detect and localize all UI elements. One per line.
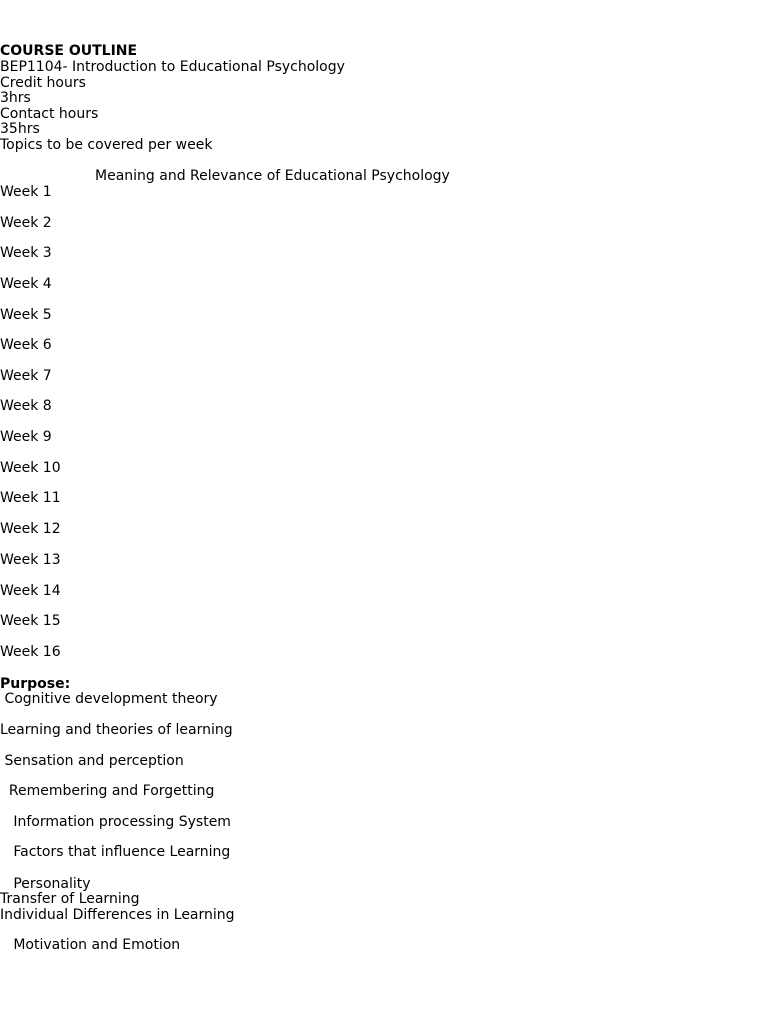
week-label: Week 16	[0, 644, 61, 660]
week-label: Week 7	[0, 368, 52, 384]
week-label: Week 4	[0, 276, 52, 292]
week-label: Week 14	[0, 583, 61, 599]
week-label: Week 10	[0, 460, 61, 476]
week-label: Week 12	[0, 521, 61, 537]
document-title: COURSE OUTLINE	[0, 43, 138, 59]
topic-item: Individual Differences in Learning	[0, 907, 235, 923]
week-label: Week 5	[0, 307, 52, 323]
topic-item: Factors that influence Learning	[0, 844, 231, 860]
week-label: Week 15	[0, 613, 61, 629]
week-label: Week 6	[0, 337, 52, 353]
topic-item: Cognitive development theory	[0, 691, 218, 707]
contact-hours-label: Contact hours	[0, 106, 99, 122]
course-title: BEP1104- Introduction to Educational Psychology	[0, 59, 345, 75]
week-label: Week 1	[0, 184, 52, 200]
topic-item: Remembering and Forgetting	[0, 783, 215, 799]
week-label: Week 3	[0, 245, 52, 261]
topic-item: Information processing System	[0, 814, 231, 830]
week-label: Week 2	[0, 215, 52, 231]
week-label: Week 9	[0, 429, 52, 445]
week-label: Week 11	[0, 490, 61, 506]
topic-item: Motivation and Emotion	[0, 937, 181, 953]
topics-heading: Topics to be covered per week	[0, 137, 213, 153]
topic-item: Learning and theories of learning	[0, 722, 233, 738]
topic-item: Sensation and perception	[0, 753, 184, 769]
week-label: Week 8	[0, 398, 52, 414]
contact-hours-value: 35hrs	[0, 121, 40, 137]
purpose-label: Purpose:	[0, 676, 71, 692]
topic-item: Personality	[0, 876, 91, 892]
week-label: Week 13	[0, 552, 61, 568]
first-topic: Meaning and Relevance of Educational Psychology	[95, 168, 450, 184]
credit-hours-label: Credit hours	[0, 75, 86, 91]
credit-hours-value: 3hrs	[0, 90, 31, 106]
topic-item: Transfer of Learning	[0, 891, 140, 907]
